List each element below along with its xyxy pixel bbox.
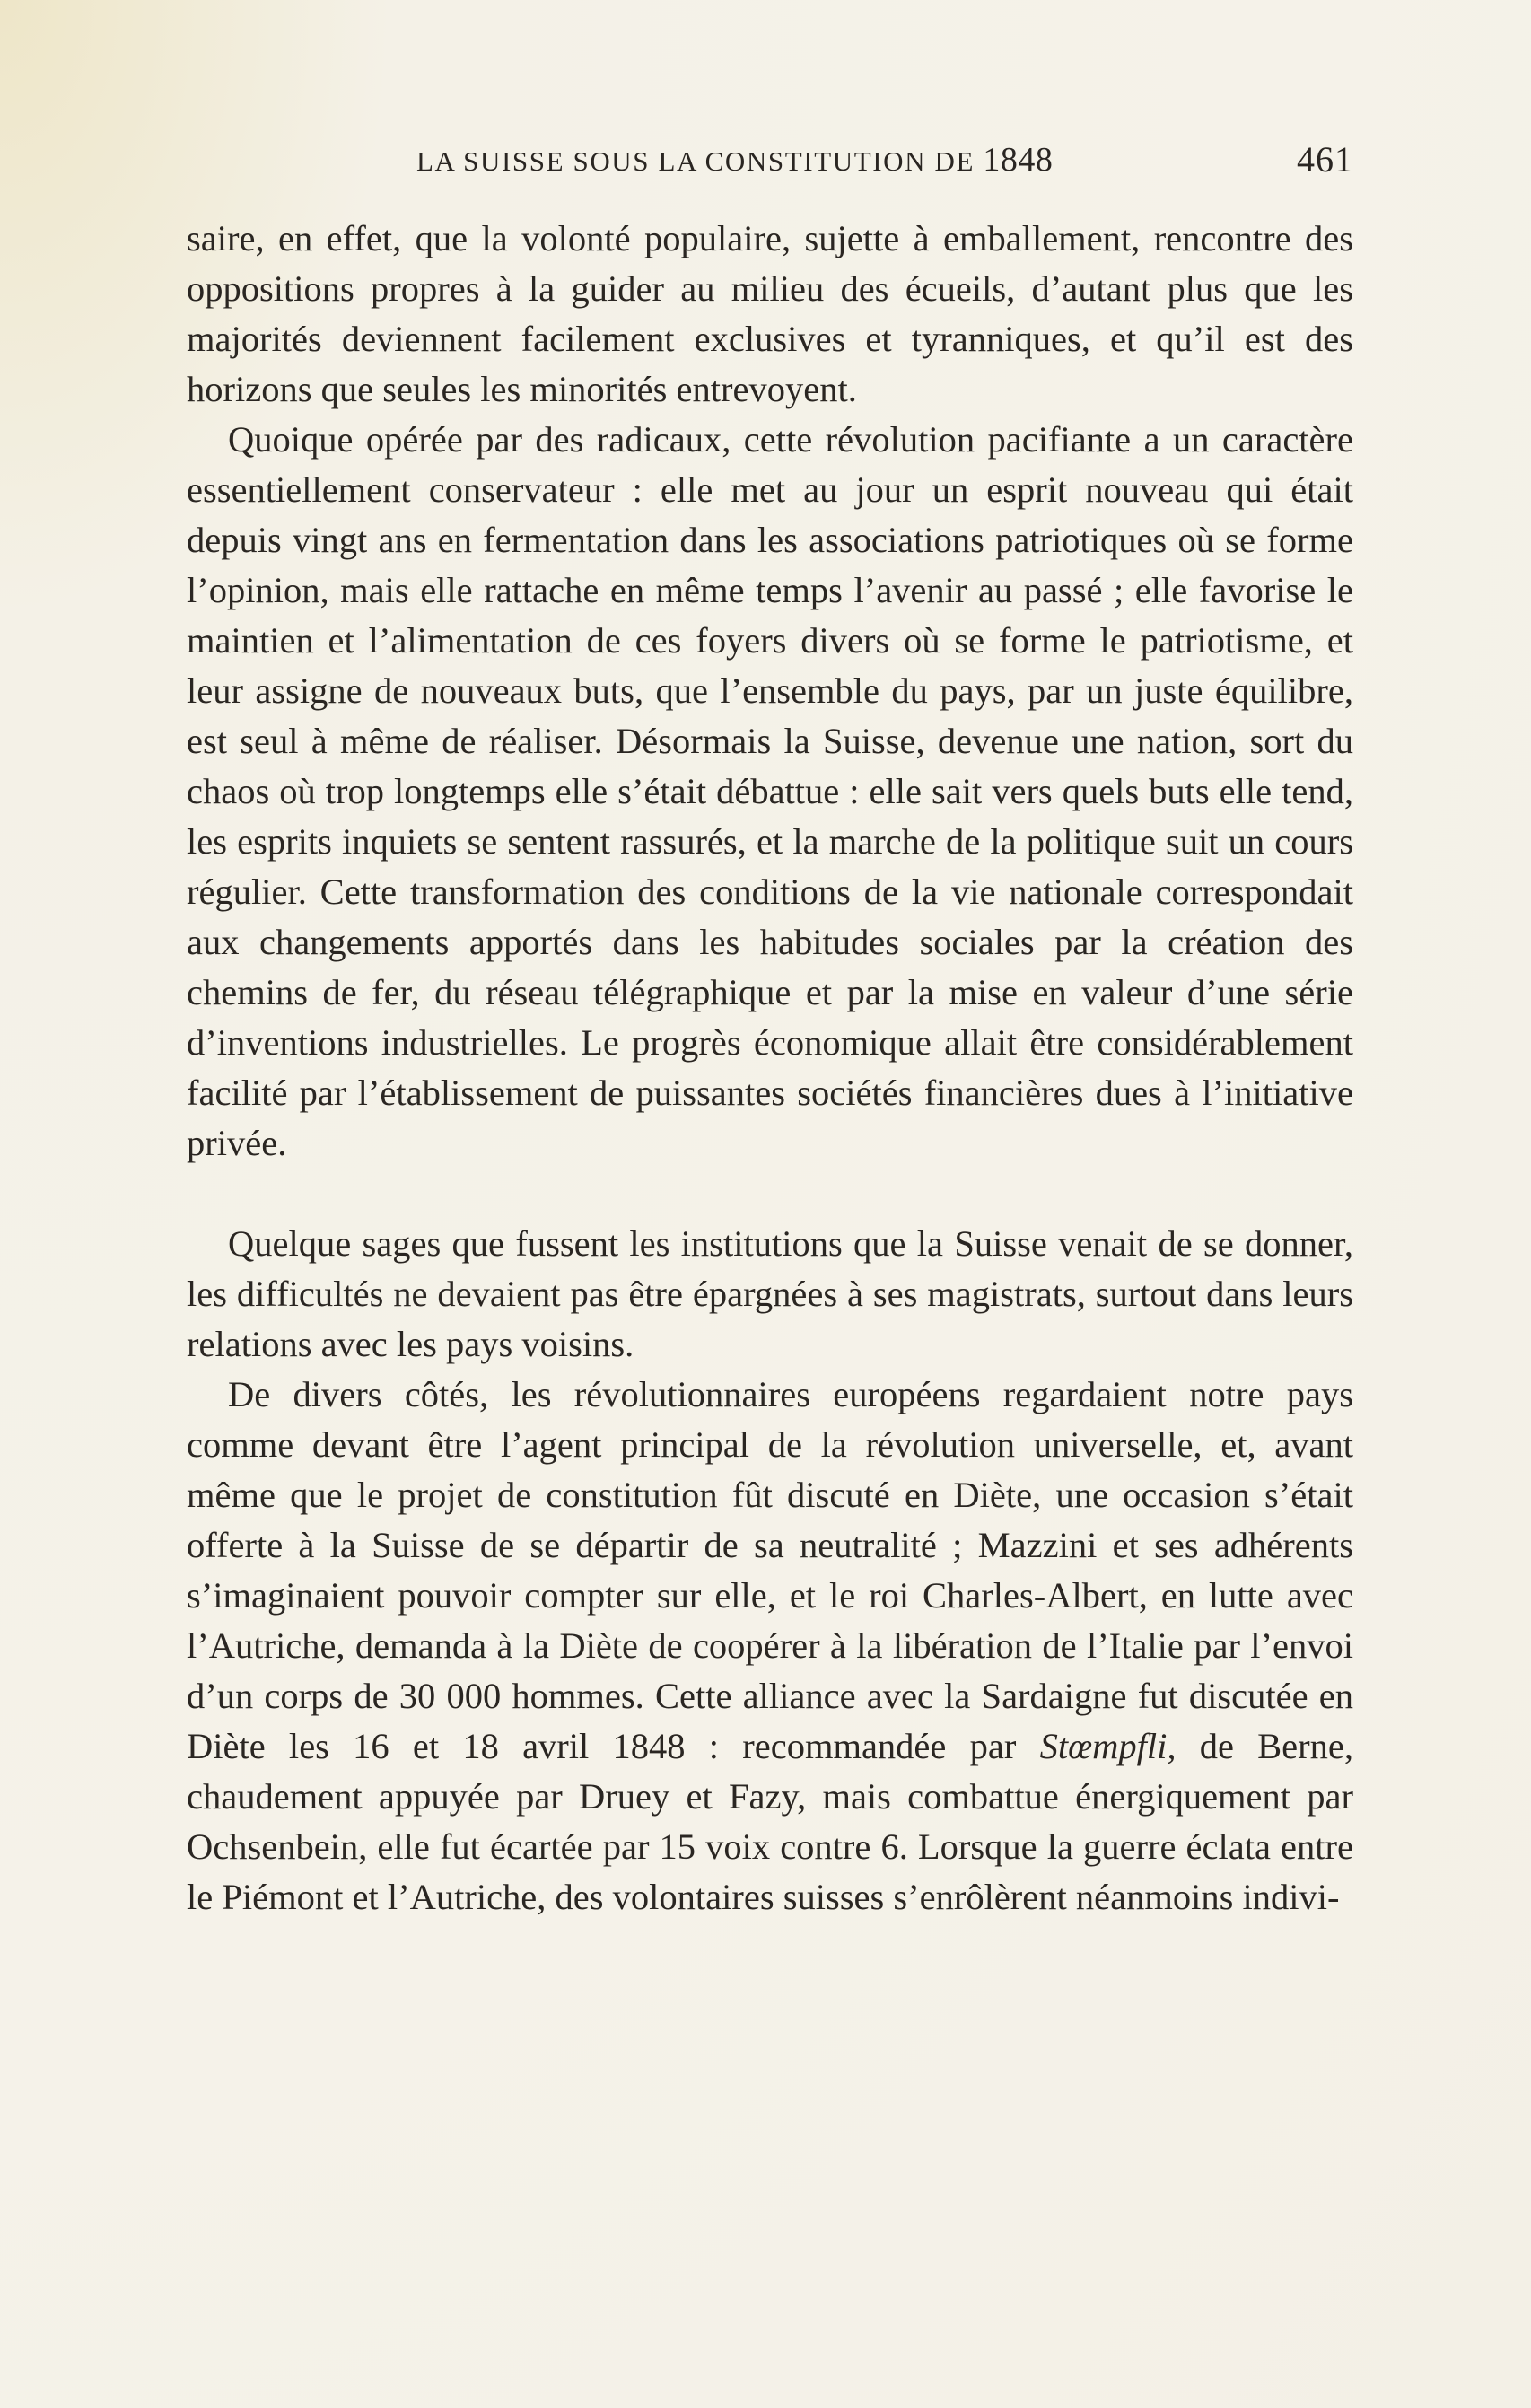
paragraph-4 xyxy=(187,1370,1353,1922)
body-text xyxy=(187,214,1353,1922)
page-number: 461 xyxy=(1297,139,1353,180)
running-header xyxy=(187,140,1353,190)
paragraph-4-part-1: De divers côtés, les révolutionnaires européens regardaient notre pays comme devant être l’agent principal de la révolution universelle, et, avant même que le projet de constitution fût discuté en Diète, une occasion s’était offerte à la Suisse de se départir de sa neutralité ; Mazzini et ses adhérents s’imaginaient pouvoir compter sur elle, et le roi Charles-Albert, en lutte avec l’Autriche, demanda à la Diète de coopérer à la libération de l’Italie par l’envoi d’un corps de 30 000 hommes. Cette alliance avec la Sardaigne fut discutée en Diète les 16 et 18 avril 1848 : recommandée par xyxy=(187,1374,1353,1766)
section-break xyxy=(187,1169,1353,1219)
running-title-text: LA SUISSE SOUS LA CONSTITUTION DE xyxy=(416,145,975,177)
paragraph-4-part-2: de Berne, chaudement appuyée par Druey et Fazy, mais combattue énergiquement par Ochsenbein, elle fut écartée par 15 voix contre 6. Lorsque la guerre éclata entre le Piémont et l’Autriche, des volontaires suisses s’enrôlèrent néanmoins indivi- xyxy=(187,1726,1353,1917)
paragraph-1: saire, en effet, que la volonté populaire, sujette à emballement, rencontre des oppositions propres à la guider au milieu des écueils, d’autant plus que les majorités deviennent facilement exclusives et tyranniques, et qu’il est des horizons que seules les minorités entrevoyent. xyxy=(187,218,1353,409)
running-title xyxy=(416,140,1053,180)
paragraph-4-italic-name: Stœmpfli, xyxy=(1039,1726,1177,1766)
running-title-year: 1848 xyxy=(983,141,1054,179)
paragraph-3: Quelque sages que fussent les institutions que la Suisse venait de se donner, les difficultés ne devaient pas être épargnées à ses magistrats, surtout dans leurs relations avec les pays voisins. xyxy=(187,1223,1353,1364)
paragraph-2: Quoique opérée par des radicaux, cette révolution pacifiante a un caractère essentiellement conservateur : elle met au jour un esprit nouveau qui était depuis vingt ans en fermentation dans les associations patriotiques où se forme l’opinion, mais elle rattache en même temps l’avenir au passé ; elle favorise le maintien et l’alimentation de ces foyers divers où se forme le patriotisme, et leur assigne de nouveaux buts, que l’ensemble du pays, par un juste équilibre, est seul à même de réaliser. Désormais la Suisse, devenue une nation, sort du chaos où trop longtemps elle s’était débattue : elle sait vers quels buts elle tend, les esprits inquiets se sentent rassurés, et la marche de la politique suit un cours régulier. Cette transformation des conditions de la vie nationale correspondait aux changements apportés dans les habitudes sociales par la création des chemins de fer, du réseau télégraphique et par la mise en valeur d’une série d’inventions industrielles. Le progrès économique allait être considérablement facilité par l’établissement de puissantes sociétés financières dues à l’initiative privée. xyxy=(187,419,1353,1163)
